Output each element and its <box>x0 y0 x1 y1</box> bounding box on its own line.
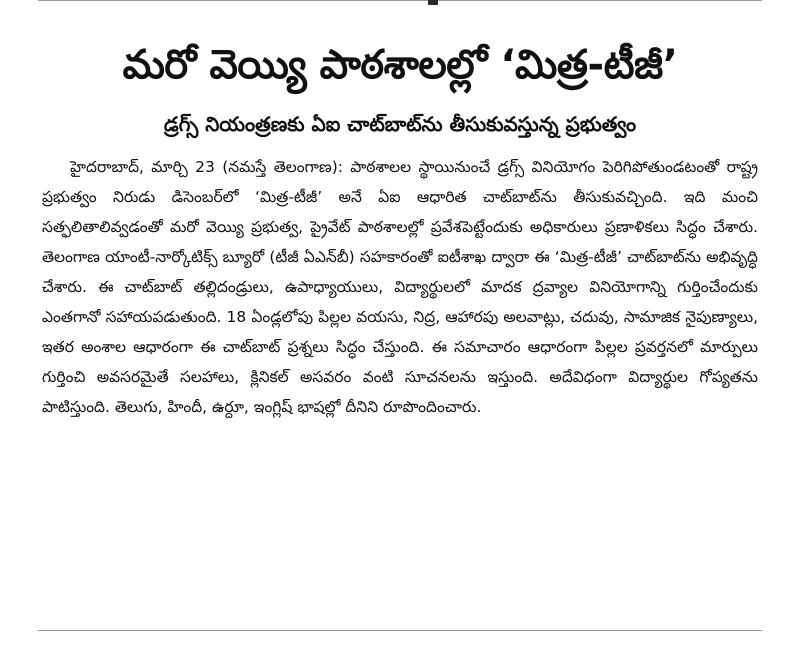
top-divider <box>38 0 762 1</box>
clipping-edge-mark <box>428 0 438 5</box>
article-body: హైదరాబాద్, మార్చి 23 (నమస్తే తెలంగాణ): పాఠశాలల స్థాయినుంచే డ్రగ్స్ వినియోగం పెరిగిపోతుండటంతో రాష్ట్ర ప్రభుత్వం నిరుడు డిసెంబర్‌లో ‘మిత్ర-టీజీ’ అనే ఏఐ ఆధారిత చాట్‌బాట్‌ను తీసుకువచ్చింది. ఇది మంచి సత్ఫలితాలివ్వడంతో మరో వెయ్యి ప్రభుత్వ, ప్రైవేట్ పాఠశాలల్లో ప్రవేశపెట్టేందుకు అధికారులు ప్రణాళికలు సిద్ధం చేశారు. తెలంగాణ యాంటీ-నార్కోటిక్స్ బ్యూరో (టీజీ ఏఎన్‌బీ) సహకారంతో ఐటీశాఖ ద్వారా ఈ ‘మిత్ర-టీజీ’ చాట్‌బాట్‌ను అభివృద్ధి చేశారు. ఈ చాట్‌బాట్ తల్లిదండ్రులు, ఉపాధ్యాయులు, విద్యార్థులలో మాదక ద్రవ్యాల వినియోగాన్ని గుర్తించేందుకు ఎంతగానో సహాయపడుతుంది. 18 ఏండ్లలోపు పిల్లల వయసు, నిద్ర, ఆహారపు అలవాట్లు, చదువు, సామాజిక నైపుణ్యాలు, ఇతర అంశాల ఆధారంగా ఈ చాట్‌బాట్ ప్రశ్నలు సిద్ధం చేస్తుంది. ఈ సమాచారం ఆధారంగా పిల్లల ప్రవర్తనలో మార్పులు గుర్తించి అవసరమైతే సలహాలు, క్లినికల్ అసవరం వంటి సూచనలను ఇస్తుంది. అదేవిధంగా విద్యార్థుల గోప్యతను పాటిస్తుంది. తెలుగు, హిందీ, ఉర్దూ, ఇంగ్లిష్ భాషల్లో దీనిని రూపొందించారు. <box>42 158 758 416</box>
headline: మరో వెయ్యి పాఠశాలల్లో ‘మిత్ర-టీజీ’ <box>122 42 678 88</box>
bottom-divider <box>38 630 762 631</box>
subheadline: డ్రగ్స్ నియంత్రణకు ఏఐ చాట్‌బాట్‌ను తీసుకువస్తున్న ప్రభుత్వం <box>163 112 637 136</box>
